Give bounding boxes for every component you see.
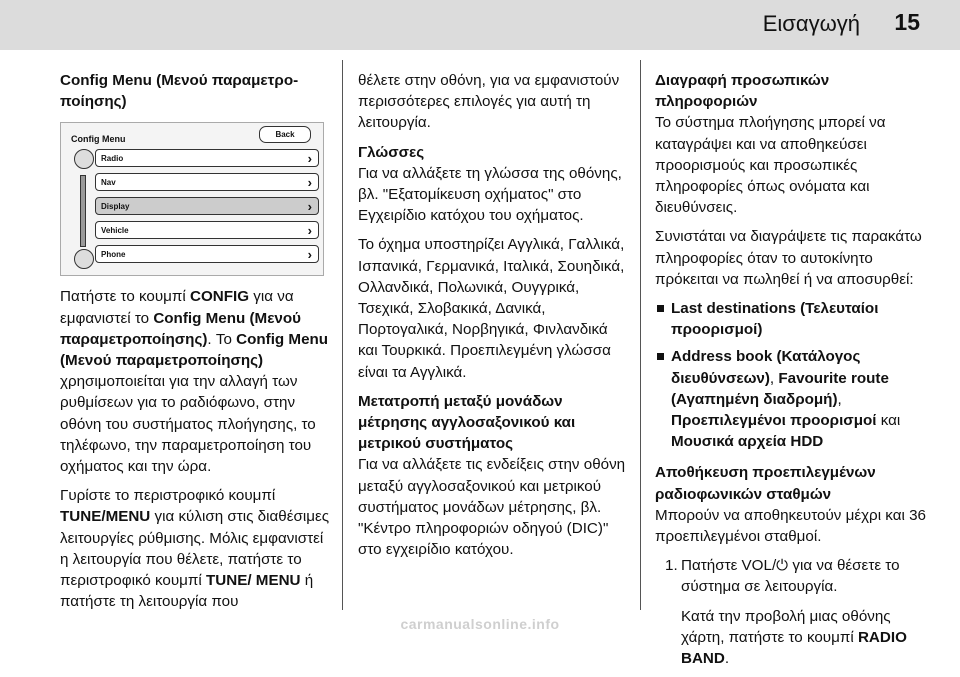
screen-title: Config Menu [71, 134, 126, 145]
page-number: 15 [894, 9, 920, 35]
chevron-right-icon: › [307, 199, 312, 215]
paragraph: θέλετε στην οθόνη, για να εμφανιστούν περισσότερες επιλογές για αυτή τη λειτουργία. [358, 72, 620, 132]
screen-menu-item: Nav › [95, 173, 319, 191]
column-1 [60, 70, 330, 620]
paragraph: Γυρίστε το περιστροφικό κουμπί TUNE/MENU για κύλιση στις διαθέσιμες λειτουργίες ρύθμισης. Μόλις εμφανιστεί η λειτουργία που θέλετε, πατήστε το περιστροφικό κουμπί TUNE/ MENU ή πατήστε τη λειτουργία που [60, 487, 330, 611]
paragraph: Για να αλλάξετε τις ενδείξεις στην οθόνη μεταξύ αγγλοσαξονικού και μετρικού συστήματος μονάδων μέτρησης, βλ. "Κέντρο πληροφοριών οδηγού (DIC)" στο εγχειρίδιο κατόχου. [358, 456, 626, 559]
list-item: Address book (Κατάλογος διευθύνσεων), Favourite route (Αγαπημένη διαδρομή), Προεπιλεγμένοι προορισμοί και Μουσικά αρχεία HDD [655, 346, 927, 452]
numbered-list [655, 555, 927, 669]
section-heading-units: Μετατροπή μεταξύ μονάδων μέτρησης αγγλοσαξονικού και μετρικού συστήματος [358, 392, 576, 453]
scroll-knob [68, 147, 94, 269]
section-heading-delete-personal-info: Διαγραφή προσωπικών πληροφοριών [655, 72, 830, 111]
config-menu-screen-illustration [60, 122, 324, 276]
column-3 [655, 70, 927, 677]
list-item: Last destinations (Τελευταίοι προορισμοί) [655, 298, 927, 340]
paragraph: Το όχημα υποστηρίζει Αγγλικά, Γαλλικά, Ισπανικά, Γερμανικά, Ιταλικά, Σουηδικά, Ολλανδικά, Πολωνικά, Ουγγρικά, Τσεχικά, Σλοβακικά, Δανικά, Πορτογαλικά, Νορβηγικά, Φινλανδικά και Τουρκικά. Προεπιλεγμένη γλώσσα είναι τα Αγγλικά. [358, 236, 625, 381]
section-heading-languages: Γλώσσες [358, 143, 425, 161]
list-item: 1. Πατήστε VOL/⏻ για να θέσετε το σύστημα σε λειτουργία. Κατά την προβολή μιας οθόνης χάρτη, πατήστε το κουμπί RADIO BAND. [665, 557, 907, 668]
bullet-list [655, 298, 927, 452]
paragraph: Πατήστε το κουμπί CONFIG για να εμφανιστεί το Config Menu (Μενού παραμετροποίησης). Το Config Menu (Μενού παραμετροποίησης) χρησιμοποιείται για την αλλαγή των ρυθμίσεων για το ραδιόφωνο, στην οθόνη του συστήματος πλοήγησης, το τηλέφωνο, την παραμετροποίηση του οχήματος και την ώρα. [60, 288, 329, 476]
paragraph: Το σύστημα πλοήγησης μπορεί να καταγράψει και να αποθηκεύσει προορισμούς και προσωπικές πληροφορίες όπως ονόματα και διευθύνσεις. [655, 114, 886, 217]
page-header [0, 0, 960, 50]
section-heading-store-presets: Αποθήκευση προεπιλεγμένων ραδιοφωνικών σταθμών [655, 464, 876, 503]
chevron-right-icon: › [307, 247, 312, 263]
screen-menu-item: Phone › [95, 245, 319, 263]
column-divider [342, 60, 343, 610]
scroll-up-arrow-icon [74, 149, 94, 169]
screen-menu-item: Display › [95, 197, 319, 215]
paragraph: Για να αλλάξετε τη γλώσσα της οθόνης, βλ. "Εξατομίκευση οχήματος" στο Εγχειρίδιο κατόχου του οχήματος. [358, 164, 622, 225]
bullet-square-icon [657, 353, 664, 360]
screen-back-button: Back [259, 126, 311, 143]
chevron-right-icon: › [307, 223, 312, 239]
screen-menu-item: Vehicle › [95, 221, 319, 239]
chevron-right-icon: › [307, 151, 312, 167]
column-2 [358, 70, 630, 568]
watermark: carmanualsonline.info [400, 616, 560, 632]
column-divider [640, 60, 641, 610]
screen-menu-item: Radio › [95, 149, 319, 167]
paragraph: Μπορούν να αποθηκευτούν μέχρι και 36 προεπιλεγμένοι σταθμοί. [655, 506, 926, 546]
paragraph: Συνιστάται να διαγράψετε τις παρακάτω πληροφορίες όταν το αυτοκίνητο πρόκειται να πωληθεί ή να αποσυρθεί: [655, 228, 922, 288]
bullet-square-icon [657, 305, 664, 312]
scroll-track [80, 175, 86, 247]
scroll-down-arrow-icon [74, 249, 94, 269]
section-heading-config-menu: Config Menu (Μενού παραμετρο- ποίησης) [60, 72, 299, 111]
chevron-right-icon: › [307, 175, 312, 191]
page-section-title: Εισαγωγή [762, 11, 860, 36]
